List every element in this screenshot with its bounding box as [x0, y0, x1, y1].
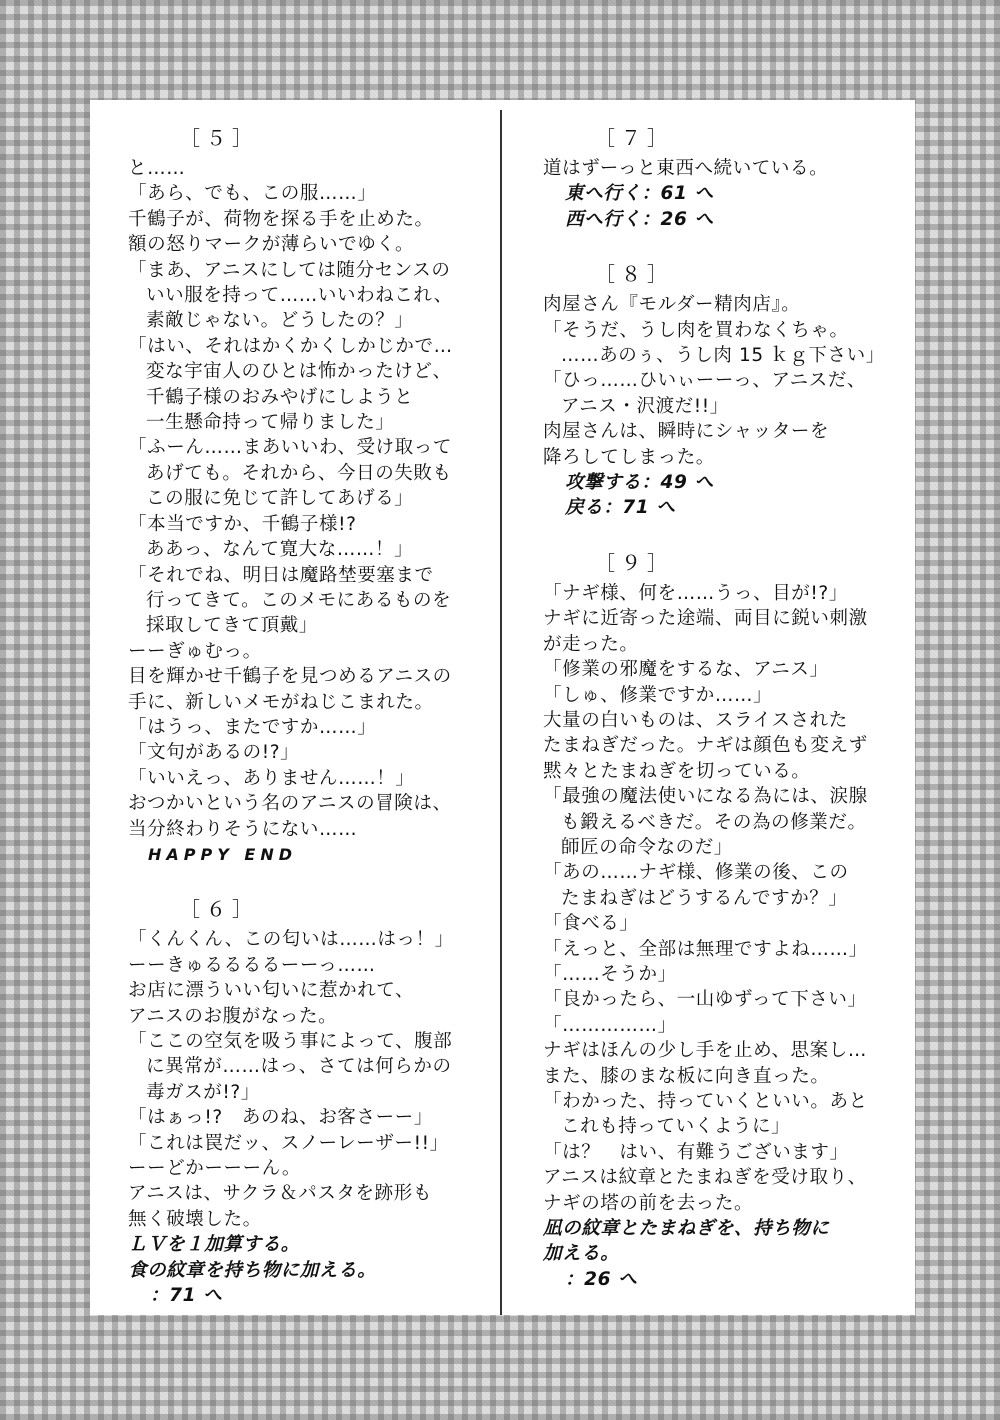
text-line: 「えっと、全部は無理ですよね……」	[543, 938, 868, 960]
text-line: ーーぎゅむっ。	[128, 640, 262, 662]
text-line: 「これは罠だッ、スノーレーザー!!」	[128, 1132, 449, 1154]
section-7-heading: ［７］	[595, 126, 673, 150]
text-line: 額の怒りマークが薄らいでゆく。	[128, 234, 415, 256]
text-line: ーーきゅるるるるーーっ……	[128, 954, 376, 976]
left-column	[128, 118, 488, 1308]
text-line: 素敵じゃない。どうしたの？」	[146, 310, 414, 332]
text-line: ……あのぅ、うし肉 15 ｋｇ下さい」	[561, 345, 885, 367]
choice-line: 東へ行く：61 へ	[565, 183, 714, 205]
text-line: 「あの……ナギ様、修業の後、この	[543, 862, 849, 884]
choice-line: 食の紋章を持ち物に加える。	[128, 1259, 377, 1281]
choice-line: 凪の紋章とたまねぎを、持ち物に	[543, 1218, 830, 1240]
text-line: この服に免じて許してあげる」	[146, 488, 414, 510]
text-line: 「本当ですか、千鶴子様!?	[128, 513, 357, 535]
text-line: と……	[128, 158, 186, 179]
text-line: 「修業の邪魔をするな、アニス」	[543, 659, 829, 681]
text-line: 「は？ はい、有難うございます」	[543, 1141, 849, 1163]
text-line: 目を輝かせ千鶴子を見つめるアニスの	[128, 666, 452, 688]
text-line: 師匠の命令なのだ」	[561, 836, 733, 858]
text-line: 「そうだ、うし肉を買わなくちゃ。	[543, 319, 849, 341]
right-column	[543, 118, 903, 1292]
text-line: 行ってきて。このメモにあるものを	[146, 589, 452, 611]
text-line: 変な宇宙人のひとは怖かったけど、	[146, 361, 452, 383]
text-line: また、膝のまな板に向き直った。	[543, 1065, 830, 1087]
text-line: 「わかった、持っていくといい。あと	[543, 1091, 868, 1112]
text-line: おつかいという名のアニスの冒険は、	[128, 793, 452, 815]
text-line: 「しゅ、修業ですか……」	[543, 684, 773, 706]
text-line: 「あら、でも、この服……」	[128, 183, 377, 205]
text-line: 「……そうか」	[543, 963, 677, 985]
text-line: 採取してきて頂戴」	[146, 615, 318, 637]
text-line: 肉屋さん『モルダー精肉店』。	[543, 294, 801, 316]
text-line: 「それでね、明日は魔路埜要塞まで	[128, 564, 434, 586]
text-line: これも持っていくように」	[561, 1116, 791, 1138]
choice-line: ：26 へ	[565, 1268, 638, 1290]
choice-line: 戻る：71 へ	[565, 497, 676, 519]
text-line: 「ナギ様、何を……うっ、目が!?」	[543, 582, 848, 604]
text-line: が走った。	[543, 633, 639, 655]
spacer	[543, 232, 903, 254]
text-line: 千鶴子様のおみやげにしようと	[146, 386, 414, 408]
text-line: も鍛えるべきだ。その為の修業だ。	[561, 811, 867, 833]
spacer	[543, 521, 903, 543]
text-line: アニスのお腹がなった。	[128, 1005, 338, 1027]
text-line: 無く破壊した。	[128, 1208, 262, 1230]
text-line: 「食べる」	[543, 913, 639, 935]
text-line: 道はずーっと東西へ続いている。	[543, 158, 829, 179]
text-line: ナギの塔の前を去った。	[543, 1192, 754, 1214]
text-line: 「はぁっ!? あのね、お客さーー」	[128, 1107, 433, 1129]
choice-line: 西へ行く：26 へ	[565, 208, 714, 230]
text-line: いい服を持って……いいわねこれ、	[146, 285, 453, 307]
choice-line: 加える。	[543, 1243, 620, 1265]
text-line: ナギはほんの少し手を止め、思案し…	[543, 1040, 867, 1062]
text-line: あげても。それから、今日の失敗も	[146, 462, 452, 484]
section-8-heading: ［８］	[595, 262, 673, 287]
choice-line: 攻撃する：49 へ	[565, 472, 714, 494]
text-line: 「良かったら、一山ゆずって下さい」	[543, 989, 867, 1011]
section-9-heading: ［９］	[595, 550, 673, 575]
text-line: 「くんくん、この匂いは……はっ！」	[128, 929, 454, 951]
text-line: 「いいえっ、ありません……！」	[128, 767, 415, 789]
text-line: たまねぎだった。ナギは顔色も変えず	[543, 735, 868, 757]
section-6-heading: ［６］	[180, 897, 258, 922]
text-line: アニスは、サクラ＆パスタを跡形も	[128, 1183, 432, 1205]
text-line: ああっ、なんて寛大な……！」	[146, 539, 414, 561]
text-line: 「最強の魔法使いになる為には、涙腺	[543, 786, 868, 808]
section-5-heading: ［５］	[180, 126, 258, 150]
text-line: 降ろしてしまった。	[543, 446, 715, 468]
text-line: 「まあ、アニスにしては随分センスの	[128, 259, 451, 281]
text-line: 「文句があるの!?」	[128, 742, 300, 764]
text-line: に異常が……はっ、さては何らかの	[146, 1056, 452, 1078]
happy-end-text: HAPPY END	[148, 844, 297, 864]
text-line: 大量の白いものは、スライスされた	[543, 709, 848, 731]
text-line: 「ふーん……まあいいわ、受け取って	[128, 437, 452, 459]
text-line: お店に漂ういい匂いに惹かれて、	[128, 980, 415, 1002]
text-line: ーーどかーーーん。	[128, 1158, 302, 1180]
text-line: 千鶴子が、荷物を探る手を止めた。	[128, 208, 434, 230]
text-line: アニスは紋章とたまねぎを受け取り、	[543, 1167, 867, 1189]
column-divider	[500, 110, 502, 1315]
text-line: 毒ガスが!?」	[146, 1081, 260, 1103]
text-line: 黙々とたまねぎを切っている。	[543, 760, 811, 782]
text-line: 「……………」	[543, 1014, 677, 1036]
text-line: 「はうっ、またですか……」	[128, 716, 377, 738]
text-line: 「ここの空気を吸う事によって、腹部	[128, 1031, 453, 1052]
text-line: 一生懸命持って帰りました」	[146, 412, 395, 434]
text-line: たまねぎはどうするんですか？」	[561, 887, 848, 909]
text-line: 「はい、それはかくかくしかじかで…	[128, 335, 453, 357]
text-line: アニス・沢渡だ!!」	[561, 395, 729, 417]
text-line: 「ひっ……ひいぃーーっ、アニスだ、	[543, 370, 867, 392]
spacer	[128, 867, 488, 889]
choice-line: ：71 へ	[150, 1285, 223, 1307]
choice-line: ＬＶを１加算する。	[128, 1234, 300, 1256]
text-line: 肉屋さんは、瞬時にシャッターを	[543, 421, 830, 443]
text-line: 手に、新しいメモがねじこまれた。	[128, 691, 434, 713]
text-line: ナギに近寄った途端、両目に鋭い刺激	[543, 608, 868, 630]
text-line: 当分終わりそうにない……	[128, 818, 358, 840]
